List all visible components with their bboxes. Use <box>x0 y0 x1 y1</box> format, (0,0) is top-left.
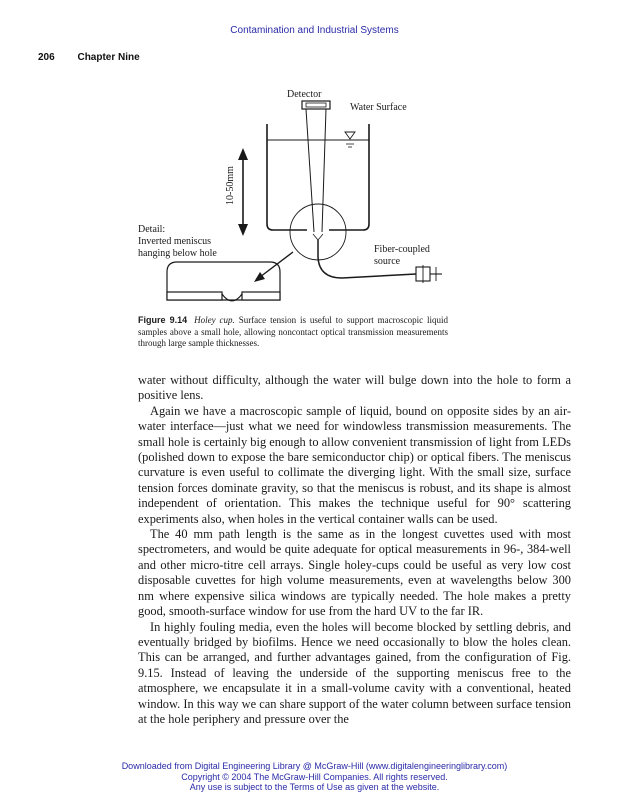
detail-plate-right <box>242 292 280 300</box>
arrow-up-icon <box>238 148 248 160</box>
pointer-arrow-icon <box>254 272 265 282</box>
figure-number: Figure 9.14 <box>138 315 188 325</box>
detector-window <box>306 103 326 107</box>
footer <box>0 761 629 793</box>
water-level-icon <box>345 132 355 139</box>
height-range-label: 10-50mm <box>225 166 236 205</box>
detector-label: Detector <box>287 89 322 100</box>
paragraph-1: water without difficulty, although the water will bulge down into the hole to form a positive lens. <box>138 373 571 403</box>
detail-pointer <box>260 252 293 277</box>
footer-download-link[interactable]: Downloaded from Digital Engineering Library @ McGraw-Hill (www.digitalengineeringlibrary.com) <box>121 761 508 771</box>
body-text <box>138 373 571 727</box>
running-title: Contamination and Industrial Systems <box>230 25 399 36</box>
water-surface-label: Water Surface <box>350 102 407 113</box>
paragraph-2: Again we have a macroscopic sample of liquid, bound on opposite sides by an air-water interface—just what we need for windowless transmission measurements. The small hole is certainly big enough to allow convenient transmission of light from LEDs (polished down to expose the bare semiconductor chip) or optical fibers. The meniscus curvature is even useful to collimate the diverging light. With the small size, surface tension forces dominate gravity, so that the meniscus is robust, and its shape is almost independent of orientation. This makes the technique useful for 90° scattering experiments also, when holes in the vertical container walls can be used. <box>138 403 571 526</box>
figure-caption <box>138 315 448 350</box>
fiber-label-2: source <box>374 256 401 267</box>
figure-caption-text: Surface tension is useful to support macroscopic liquid samples above a small hole, allowing noncontact optical transmission measurements through large sample thicknesses. <box>138 315 449 348</box>
light-beam-right <box>322 109 326 232</box>
detail-label-1: Detail: <box>138 224 166 235</box>
fiber-label-1: Fiber-coupled <box>374 244 430 255</box>
footer-terms-link[interactable]: Any use is subject to the Terms of Use as given at the website. <box>189 782 440 792</box>
chapter-title: Chapter Nine <box>77 52 140 63</box>
arrow-down-icon <box>238 224 248 236</box>
footer-copyright: Copyright © 2004 The McGraw-Hill Companies. All rights reserved. <box>181 771 448 782</box>
detail-plate-left <box>167 292 222 300</box>
light-beam-left <box>306 109 314 232</box>
meniscus-mark <box>313 234 323 240</box>
page-number: 206 <box>38 52 55 63</box>
detail-label-2: Inverted meniscus <box>138 236 212 247</box>
holey-cup-figure <box>120 82 460 312</box>
paragraph-3: The 40 mm path length is the same as in the longest cuvettes used with most spectrometers, and would be quite adequate for optical measurements in 96-, 384-well and other micro-titre cell arrays. Single holey-cups could be useful as very low cost disposable cuvettes for high volume measurements, even at wavelengths below 300 nm where expensive silica windows are typically needed. The hole makes a pretty good, smooth-surface window for use from the hard UV to the far IR. <box>138 527 571 619</box>
figure-title: Holey cup. <box>194 315 235 325</box>
paragraph-4: In highly fouling media, even the holes will become blocked by settling debris, and eventually bridged by biofilms. Hence we need occasionally to blow the holes clean. This can be arranged, and further advantages gained, from the configuration of Fig. 9.15. Instead of leaving the underside of the supporting meniscus free to the atmosphere, we encapsulate it in a small-volume cavity with a conventional, heated window. In this way we can share support of the water column between surface tension at the hole periphery and pressure over the <box>138 619 571 726</box>
page-header <box>38 52 140 63</box>
detail-label-3: hanging below hole <box>138 248 217 259</box>
